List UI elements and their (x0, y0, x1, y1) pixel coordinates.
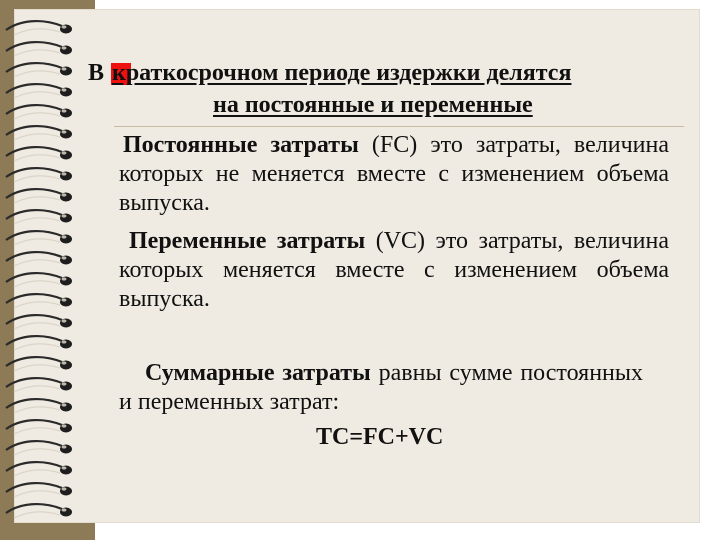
term-total-costs: Суммарные затраты (145, 360, 371, 386)
spiral-ring (6, 105, 72, 119)
title-line1-text: краткосрочном периоде издержки делятся (112, 60, 572, 86)
spiral-ring (6, 273, 72, 287)
paragraph-fixed-costs (119, 131, 669, 218)
slide-title-line1 (88, 60, 571, 87)
spiral-ring (6, 399, 72, 413)
spiral-ring (6, 294, 72, 308)
term-fixed-costs: Постоянные затраты (123, 132, 359, 158)
term-variable-costs: Переменные затраты (129, 228, 366, 254)
spiral-ring (6, 441, 72, 455)
spiral-ring (6, 504, 72, 518)
spiral-ring (6, 126, 72, 140)
spiral-ring (6, 336, 72, 350)
spiral-binding-icon (0, 14, 90, 524)
spiral-ring (6, 21, 72, 35)
spiral-ring (6, 210, 72, 224)
title-divider (114, 126, 684, 127)
spiral-ring (6, 315, 72, 329)
definition-fixed-costs: (FC) это затраты, величина которых не меняется вместе с изменением объема выпуска. (119, 132, 670, 216)
paragraph-total-costs (119, 359, 643, 417)
spiral-ring (6, 42, 72, 56)
spiral-ring (6, 231, 72, 245)
spiral-ring (6, 147, 72, 161)
definition-total-costs: равны сумме постоянных и переменных затрат: (119, 360, 643, 415)
spiral-ring (6, 63, 72, 77)
spiral-ring (6, 168, 72, 182)
spiral-ring (6, 357, 72, 371)
spiral-ring (6, 189, 72, 203)
paragraph-variable-costs (119, 227, 669, 314)
spiral-ring (6, 84, 72, 98)
spiral-ring (6, 252, 72, 266)
title-lead-letter: В (88, 60, 105, 86)
spiral-ring (6, 420, 72, 434)
cost-formula: TC=FC+VC (316, 424, 444, 450)
spiral-ring (6, 378, 72, 392)
slide-title-line2: на постоянные и переменные (213, 92, 533, 118)
definition-variable-costs: (VC) это затраты, величина которых меняется вместе с изменением объема выпуска. (119, 228, 669, 312)
spiral-ring (6, 483, 72, 497)
spiral-ring (6, 462, 72, 476)
